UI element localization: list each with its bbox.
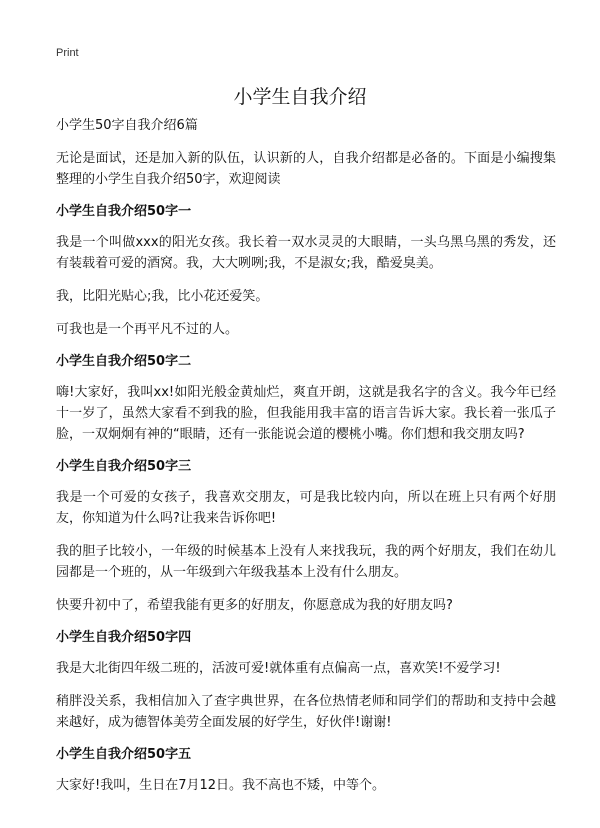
- section-2: [56, 352, 556, 445]
- section-paragraph: 我，比阳光贴心;我，比小花还爱笑。: [56, 289, 269, 304]
- section-paragraph: 稍胖没关系，我相信加入了查字典世界，在各位热情老师和同学们的帮助和支持中会越来越好，成为德智体美劳全面发展的好学生，好伙伴!谢谢!: [56, 694, 556, 730]
- section-paragraph: 我是大北街四年级二班的，活波可爱!就体重有点偏高一点，喜欢笑!不爱学习!: [56, 661, 501, 676]
- section-paragraph: 我是一个叫做xxx的阳光女孩。我长着一双水灵灵的大眼睛，一头乌黑乌黑的秀发，还有装载着可爱的酒窝。我，大大咧咧;我，不是淑女;我，酷爱臭美。: [56, 235, 556, 271]
- section-paragraph: 可我也是一个再平凡不过的人。: [56, 322, 239, 337]
- section-paragraph: 我是一个可爱的女孩子，我喜欢交朋友，可是我比较内向，所以在班上只有两个好朋友，你知道为什么吗?让我来告诉你吧!: [56, 490, 556, 526]
- section-heading: 小学生自我介绍50字二: [56, 354, 192, 369]
- section-heading: 小学生自我介绍50字一: [56, 204, 192, 219]
- document-body: [56, 116, 556, 808]
- section-heading: 小学生自我介绍50字四: [56, 630, 192, 645]
- section-1: [56, 202, 556, 340]
- intro-paragraph: 无论是面试，还是加入新的队伍，认识新的人，自我介绍都是必备的。下面是小编搜集整理的小学生自我介绍50字，欢迎阅读: [56, 151, 556, 187]
- section-4: [56, 628, 556, 733]
- section-heading: 小学生自我介绍50字三: [56, 459, 192, 474]
- document-subtitle: 小学生50字自我介绍6篇: [56, 118, 198, 133]
- section-3: [56, 457, 556, 616]
- print-label: Print: [56, 47, 79, 59]
- page-title: 小学生自我介绍: [233, 86, 367, 108]
- section-paragraph: 快要升初中了，希望我能有更多的好朋友，你愿意成为我的好朋友吗?: [56, 598, 453, 613]
- section-5: [56, 745, 556, 796]
- section-paragraph: 我的胆子比较小，一年级的时候基本上没有人来找我玩，我的两个好朋友，我们在幼儿园都是一个班的，从一年级到六年级我基本上没有什么朋友。: [56, 544, 556, 580]
- section-paragraph: 大家好!我叫，生日在7月12日。我不高也不矮，中等个。: [56, 778, 386, 793]
- section-paragraph: 嗨!大家好，我叫xx!如阳光般金黄灿烂，爽直开朗，这就是我名字的含义。我今年已经十一岁了，虽然大家看不到我的脸，但我能用我丰富的语言告诉大家。我长着一张瓜子脸，一双炯炯有神的“眼睛，还有一张能说会道的樱桃小嘴。你们想和我交朋友吗?: [56, 385, 556, 442]
- section-heading: 小学生自我介绍50字五: [56, 747, 192, 762]
